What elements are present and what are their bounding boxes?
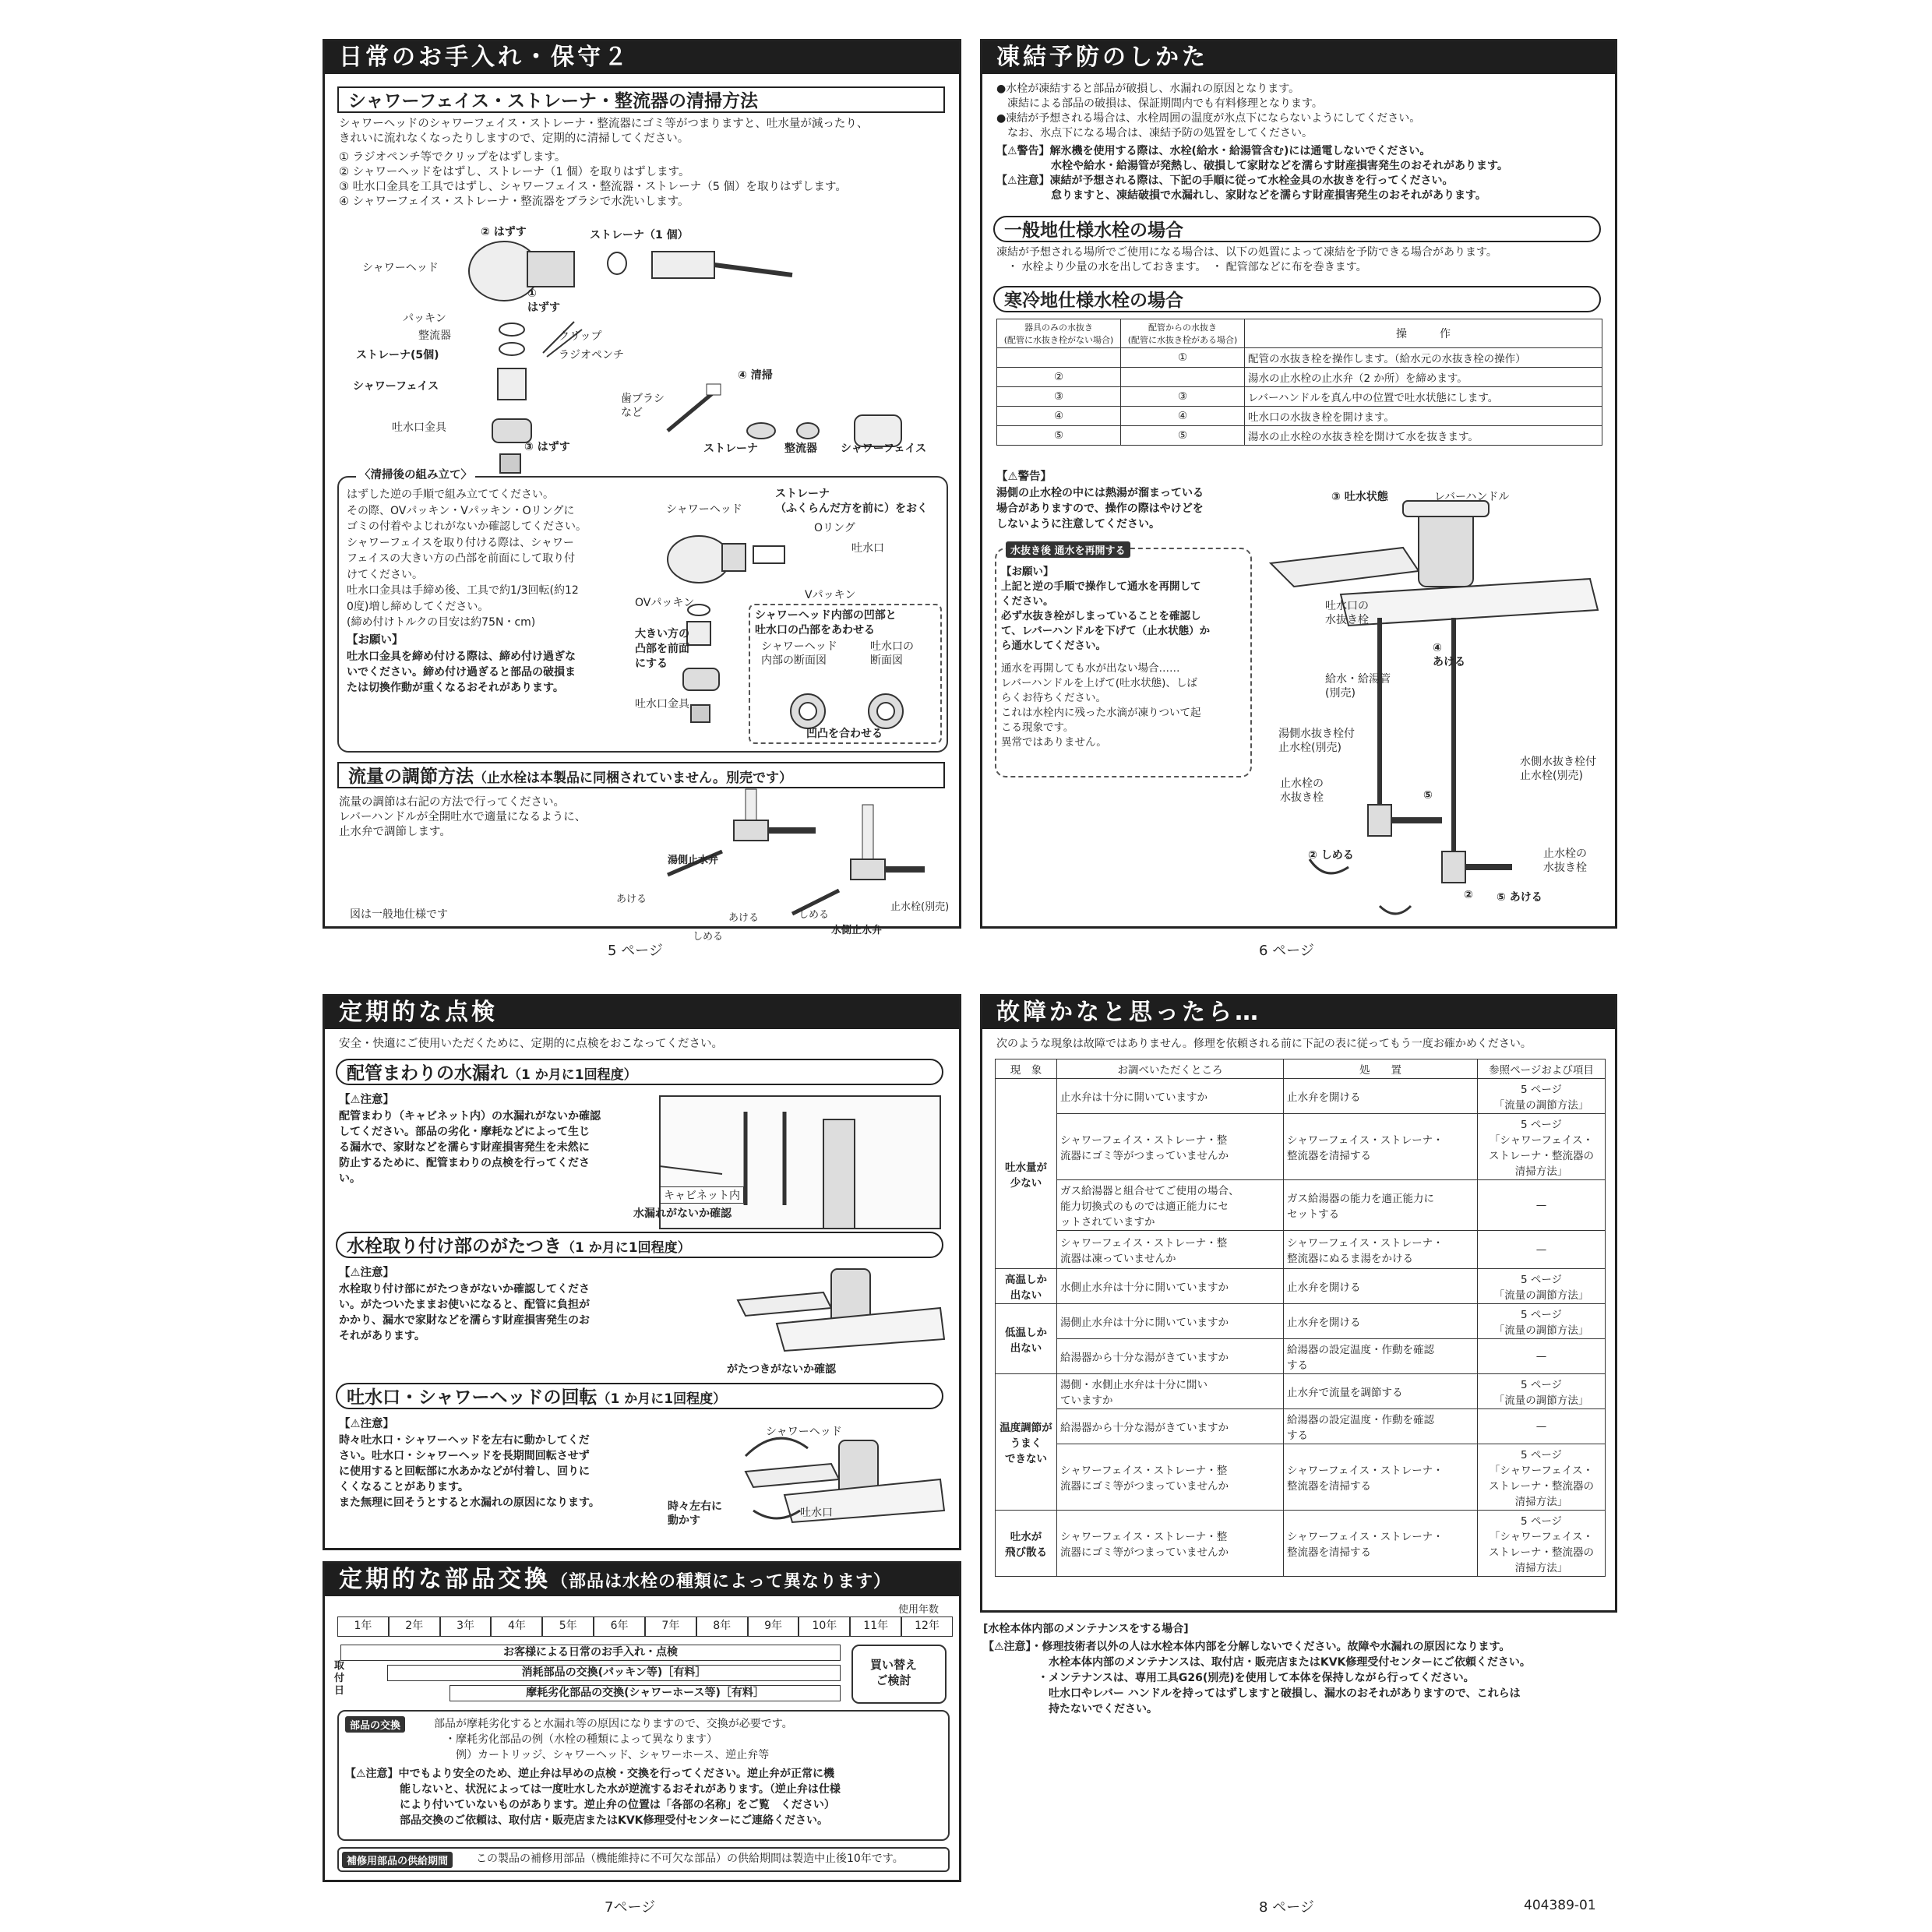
parts-caution: 【⚠注意】中でもより安全のため、逆止弁は早めの点検・交換を行ってください。逆止弁が正常に機 能しないと、状況によっては一度吐水した水が逆流するおそれがあります。（逆止弁は仕様 により付いていないものがあります。逆止弁の位置は「各部の名称」をご覧 ください） 部品交換のご依頼は、取付店・販売店またはKVK修理受付センターにご連絡ください。	[345, 1768, 841, 1827]
fig6-drain-mouth: 吐水口の 水抜き栓	[1325, 600, 1369, 626]
fig6-s2b: ②	[1464, 889, 1473, 901]
g0r2-check: ガス給湯器と組合せてご使用の場合、 能力切換式のものでは適正能力にセ ットされていますか	[1057, 1180, 1284, 1231]
replace-label: 買い替え ご検討	[870, 1658, 918, 1687]
page8-panel	[980, 994, 1617, 1613]
year-1: 1年	[337, 1616, 389, 1637]
fig2-strainer: ストレーナ （ふくらんだ方を前に）をおく	[775, 488, 928, 515]
supply-tag-wrap	[342, 1852, 453, 1868]
g3r2-check: シャワーフェイス・ストレーナ・整 流器にゴミ等がつまっていませんか	[1057, 1444, 1284, 1511]
fig1-c-seiryuki: 整流器	[784, 442, 817, 455]
symptom-splash: 吐水が 飛び散る	[996, 1511, 1057, 1577]
parts-title	[325, 1564, 959, 1596]
fig2-align: 凹凸を合わせる	[806, 728, 883, 740]
g2r1-check: 給湯器から十分な湯がきていますか	[1057, 1339, 1284, 1374]
g3r2-ref: 5 ページ 「シャワーフェイス・ ストレーナ・整流器の 清掃方法」	[1478, 1444, 1606, 1511]
g2r1-action: 給湯器の設定温度・作動を確認 する	[1284, 1339, 1478, 1374]
page8-title: 故障かなと思ったら…	[982, 996, 1615, 1029]
symptom-low-flow: 吐水量が 少ない	[996, 1079, 1057, 1269]
pipe-leak-title-text: 配管まわりの水漏れ	[347, 1063, 508, 1084]
fig6-hot-stop: 湯側水抜き栓付 止水栓(別売)	[1278, 728, 1355, 754]
years-label: 使用年数	[898, 1604, 940, 1616]
drain-r2c1: ②	[997, 368, 1121, 387]
cabinet-illustration	[652, 1088, 948, 1244]
install-date-label: 取 付 日	[334, 1660, 345, 1697]
assembly-request: 吐水口金具を締め付ける際は、締め付け過ぎな いでください。締め付け過ぎると部品の破損ま たは切換作動が重くなるおそれがあります。	[347, 650, 576, 694]
assembly-title: 〈清掃後の組み立て〉	[356, 468, 475, 483]
faucet-mount-illustration	[730, 1261, 948, 1355]
fig1-c-strainer: ストレーナ	[703, 442, 758, 455]
page5-number: 5 ページ	[608, 943, 663, 959]
year-2: 2年	[389, 1616, 440, 1637]
page6-number: 6 ページ	[1259, 943, 1314, 959]
th-ref: 参照ページおよび項目	[1478, 1059, 1606, 1079]
fig2-oring: Oリング	[814, 522, 855, 534]
fig1-packing: パッキン	[403, 312, 446, 325]
g3r1-action: 給湯器の設定温度・作動を確認 する	[1284, 1409, 1478, 1444]
g2r1-ref: —	[1478, 1339, 1606, 1374]
fig6-lever: レバーハンドル	[1434, 491, 1510, 503]
year-8: 8年	[696, 1616, 748, 1637]
rotation-shower-head: シャワーヘッド	[766, 1426, 842, 1438]
year-9: 9年	[748, 1616, 799, 1637]
fig3-shimeru2: しめる	[799, 909, 830, 921]
flow-section-note: （止水栓は本製品に同梱されていません。別売です）	[474, 770, 793, 786]
g3r1-ref: —	[1478, 1409, 1606, 1444]
supply-text: この製品の補修用部品（機能維持に不可欠な部品）の供給期間は製造中止後10年です。	[476, 1853, 904, 1865]
rotation-caution: 時々吐水口・シャワーヘッドを左右に動かしてくだ さい。吐水口・シャワーヘッドを長期間回転させず に使用すると回転部に水あかなどが付着し、回りに くくなることがあります。 また無理に回そうとすると水漏れの原因になります。	[339, 1434, 600, 1509]
page6-title: 凍結予防のしかた	[982, 41, 1615, 74]
fig2-big-side: 大きい方の 凸部を前面 にする	[635, 628, 689, 670]
drain-r2c3: 湯水の止水栓の止水弁（2 か所）を締めます。	[1245, 368, 1602, 387]
drain-r5c3: 湯水の止水栓の水抜き栓を開けて水を抜きます。	[1245, 426, 1602, 446]
mount-looseness-freq: （1 か月に1回程度）	[562, 1240, 691, 1256]
drain-r3c3: レバーハンドルを真ん中の位置で吐水状態にします。	[1245, 387, 1602, 407]
year-12: 12年	[901, 1616, 953, 1637]
troubleshoot-intro: 次のような現象は故障ではありません。修理を依頼される前に下記の表に従ってもう一度お確かめください。	[996, 1038, 1532, 1050]
rotation-freq: （1 か月に1回程度）	[597, 1391, 727, 1407]
fig1-strainer5: ストレーナ(5個)	[356, 349, 439, 361]
mount-caution: 水栓取り付け部にがたつきがないか確認してくださ い。がたついたままお使いになると、配管に負担が かかり、漏水で家財などを濡らす財産損害発生のお それがあります。	[339, 1283, 590, 1342]
g0r0-ref: 5 ページ 「流量の調節方法」	[1478, 1079, 1606, 1114]
cleaning-intro: シャワーヘッドのシャワーフェイス・ストレーナ・整流器にゴミ等がつまりますと、吐水量が減ったり、 きれいに流れなくなったりしますので、定期的に清掃してください。	[339, 118, 869, 145]
fig1-toothbrush: 歯ブラシ など	[621, 393, 665, 419]
g0r1-check: シャワーフェイス・ストレーナ・整 流器にゴミ等がつまっていませんか	[1057, 1114, 1284, 1180]
g3r0-action: 止水弁で流量を調節する	[1284, 1374, 1478, 1409]
general-spec-title: 一般地仕様水栓の場合	[993, 216, 1601, 242]
drain-r5c1: ⑤	[997, 426, 1121, 446]
parts-text: 部品が摩耗劣化すると水漏れ等の原因になりますので、交換が必要です。 ・摩耗劣化部品の例（水栓の種類によって異なります） 例）カートリッジ、シャワーヘッド、シャワーホース、逆止弁等	[434, 1718, 793, 1761]
freeze-intro: ●水栓が凍結すると部品が破損し、水漏れの原因となります。 凍結による部品の破損は、保証期間内でも有料修理となります。 ●凍結が予想される場合は、水栓周囲の温度が氷点下にならないようにしてください。 なお、氷点下になる場合は、凍結予防の処置をしてください。	[996, 83, 1421, 139]
drain-r1c1	[997, 348, 1121, 368]
g4r0-check: シャワーフェイス・ストレーナ・整 流器にゴミ等がつまっていませんか	[1057, 1511, 1284, 1577]
fig2-v-packing: Vパッキン	[805, 589, 856, 601]
drain-r2c2	[1121, 368, 1245, 387]
fig1-hazusu1: ① はずす	[527, 287, 560, 314]
symptom-cold-only: 低温しか 出ない	[996, 1304, 1057, 1374]
troubleshoot-table	[995, 1059, 1606, 1577]
drain-r4c3: 吐水口の水抜き栓を開けます。	[1245, 407, 1602, 426]
years-row	[337, 1616, 953, 1637]
fig6-s2a: ② しめる	[1308, 849, 1354, 862]
g1r0-action: 止水弁を開ける	[1284, 1269, 1478, 1304]
document-number: 404389-01	[1524, 1898, 1596, 1913]
g3r0-check: 湯側・水側止水弁は十分に開い ていますか	[1057, 1374, 1284, 1409]
g1r0-check: 水側止水弁は十分に開いていますか	[1057, 1269, 1284, 1304]
g1r0-ref: 5 ページ 「流量の調節方法」	[1478, 1269, 1606, 1304]
general-spec-text: 凍結が予想される場所でご使用になる場合は、以下の処置によって凍結を予防できる場合があります。 ・ 水栓より少量の水を出しておきます。 ・ 配管部などに布を巻きます。	[996, 246, 1497, 273]
g3r2-action: シャワーフェイス・ストレーナ・ 整流器を清掃する	[1284, 1444, 1478, 1511]
drain-table-h2: 配管からの水抜き (配管に水抜き栓がある場合)	[1121, 319, 1245, 348]
th-action: 処 置	[1284, 1059, 1478, 1079]
drain-r3c1: ③	[997, 387, 1121, 407]
assembly-request-title: 【お願い】	[347, 634, 404, 647]
year-7: 7年	[645, 1616, 696, 1637]
page5-title: 日常のお手入れ・保守２	[325, 41, 959, 74]
fig6-pipe: 給水・給湯管 (別売)	[1325, 673, 1391, 700]
pipe-caution-title: 【⚠注意】	[339, 1094, 394, 1106]
year-6: 6年	[594, 1616, 645, 1637]
looseness-check-label: がたつきがないか確認	[727, 1363, 836, 1376]
fig6-stop-drain2: 止水栓の 水抜き栓	[1543, 848, 1587, 874]
g0r1-action: シャワーフェイス・ストレーナ・ 整流器を清掃する	[1284, 1114, 1478, 1180]
maintenance-caution: 【⚠注意】・修理技術者以外の人は水栓本体内部を分解しないでください。故障や水漏れの原因になります。 水栓本体内部のメンテナンスは、取付店・販売店またはKVK修理受付センターにご依頼ください。 ・メンテナンスは、専用工具G26(別売)を使用して本体を保持しながら行ってください。 吐水口やレバー ハンドルを持ってはずしますと破損し、漏水のおそれがありますので、これらは 持たないでください。	[983, 1641, 1531, 1715]
page7-parts-panel	[323, 1561, 961, 1882]
fig1-strainer1: ストレーナ（1 個）	[590, 229, 689, 242]
fig2-ov-packing: OVパッキン	[635, 597, 695, 609]
fig2-section-mouth: 吐水口の 断面図	[870, 640, 914, 667]
drain-r1c3: 配管の水抜き栓を操作します。（給水元の水抜き栓の操作）	[1245, 348, 1602, 368]
g4r0-action: シャワーフェイス・ストレーナ・ 整流器を清掃する	[1284, 1511, 1478, 1577]
page7-inspection-panel	[323, 994, 961, 1550]
fig2-section-head: シャワーヘッド 内部の断面図	[761, 640, 837, 667]
fig6-s5b: ⑤ あける	[1497, 891, 1542, 904]
flow-section-title	[337, 762, 945, 788]
g2r0-action: 止水弁を開ける	[1284, 1304, 1478, 1339]
pipe-leak-freq: （1 か月に1回程度）	[508, 1067, 637, 1083]
g0r2-ref: —	[1478, 1180, 1606, 1231]
rotation-title	[336, 1383, 943, 1409]
fig3-cold-valve: 水側止水弁	[831, 925, 883, 936]
year-3: 3年	[440, 1616, 492, 1637]
flow-text: 流量の調節は右記の方法で行ってください。 レバーハンドルが全開吐水で適量になるように、 止水弁で調節します。	[339, 796, 587, 838]
fig3-stop-valve: 止水栓(別売)	[890, 901, 950, 913]
fig2-spout-fitting: 吐水口金具	[635, 698, 689, 710]
fig6-s5a: ⑤	[1423, 789, 1433, 802]
inspection-intro: 安全・快適にご使用いただくために、定期的に点検をおこなってください。	[339, 1038, 723, 1050]
mount-looseness-title-text: 水栓取り付け部のがたつき	[347, 1236, 562, 1257]
g0r0-action: 止水弁を開ける	[1284, 1079, 1478, 1114]
g2r0-check: 湯側止水弁は十分に開いていますか	[1057, 1304, 1284, 1339]
drain-r5c2: ⑤	[1121, 426, 1245, 446]
fig1-c-face: シャワーフェイス	[841, 442, 927, 455]
fig1-clean: ④ 清掃	[738, 369, 773, 382]
fig1-shower-face: シャワーフェイス	[353, 380, 439, 393]
fig1-hazusu3: ③ はずす	[524, 441, 570, 453]
fig1-seiryuki: 整流器	[418, 330, 451, 342]
cabinet-label: キャビネット内	[660, 1186, 744, 1204]
bar-daily-care: お客様による日常のお手入れ・点検	[340, 1645, 841, 1661]
year-5: 5年	[542, 1616, 594, 1637]
drain-table-h3: 操 作	[1245, 319, 1602, 348]
parts-tag: 部品の交換	[345, 1716, 405, 1733]
resume-request: 【お願い】 上記と逆の手順で操作して通水を再開して ください。 必ず水抜き栓がしまっていることを確認し て、レバーハンドルを下げて（止水状態）か ら通水してください。	[1001, 566, 1211, 652]
year-11: 11年	[850, 1616, 901, 1637]
g0r3-check: シャワーフェイス・ストレーナ・整 流器は凍っていませんか	[1057, 1231, 1284, 1269]
flow-section-title-text: 流量の調節方法	[348, 767, 474, 787]
drain-r4c1: ④	[997, 407, 1121, 426]
g0r2-action: ガス給湯器の能力を適正能力に セットする	[1284, 1180, 1478, 1231]
fig1-shower-head: シャワーヘッド	[362, 262, 439, 274]
fig6-stop-drain: 止水栓の 水抜き栓	[1280, 777, 1324, 804]
g0r3-ref: —	[1478, 1231, 1606, 1269]
drain-table	[996, 319, 1602, 446]
fig3-akeru2: あける	[728, 912, 760, 924]
page5-panel	[323, 39, 961, 943]
drain-r1c2: ①	[1121, 348, 1245, 368]
resume-note: 通水を再開しても水が出ない場合…… レバーハンドルを上げて(吐水状態)、しば らくお待ちください。 これは水栓内に残った水滴が凍りついて起 こる現象です。 異常ではありません。	[1001, 662, 1201, 749]
drain-r4c2: ④	[1121, 407, 1245, 426]
bar-consumable: 消耗部品の交換(パッキン等)［有料］	[387, 1665, 841, 1681]
drain-r3c2: ③	[1121, 387, 1245, 407]
rotation-move: 時々左右に 動かす	[668, 1500, 722, 1527]
page6-panel	[980, 39, 1617, 929]
freeze-warning: 【⚠警告】解氷機を使用する際は、水栓(給水・給湯管含む)には通電しないでください。 水栓や給水・給湯管が発熱し、破損して家財などを濡らす財産損害発生のおそれがあります。 【⚠注意】凍結が予想される際は、下記の手順に従って水栓金具の水抜きを行ってください。 怠りますと、凍結破損で水漏れし、家財などを濡らす財産損害発生のおそれがあります。	[996, 145, 1508, 202]
hot-warning-title: 【⚠警告】	[996, 471, 1052, 483]
maintenance-title: [水栓本体内部のメンテナンスをする場合]	[983, 1623, 1189, 1635]
rotation-spout: 吐水口	[800, 1507, 833, 1519]
fig1-spout-fitting: 吐水口金具	[392, 421, 446, 434]
parts-tag-wrap	[345, 1716, 405, 1733]
leak-check-label: 水漏れがないか確認	[633, 1208, 732, 1220]
pipe-leak-title	[336, 1059, 943, 1085]
rotation-title-text: 吐水口・シャワーヘッドの回転	[347, 1387, 598, 1408]
fig6-s3: ③ 吐水状態	[1331, 491, 1388, 503]
rotation-caution-title: 【⚠注意】	[339, 1418, 394, 1430]
fig6-cold-stop: 水側水抜き栓付 止水栓(別売)	[1520, 756, 1596, 782]
drain-table-h1: 器具のみの水抜き (配管に水抜き栓がない場合)	[997, 319, 1121, 348]
parts-title-note: （部品は水栓の種類によって異なります）	[551, 1572, 892, 1592]
g0r3-action: シャワーフェイス・ストレーナ・ 整流器にぬるま湯をかける	[1284, 1231, 1478, 1269]
mount-looseness-title	[336, 1232, 943, 1258]
fig3-akeru1: あける	[616, 894, 647, 905]
fig1-clip: クリップ	[559, 330, 602, 343]
cold-spec-title: 寒冷地仕様水栓の場合	[993, 286, 1601, 312]
g2r0-ref: 5 ページ 「流量の調節方法」	[1478, 1304, 1606, 1339]
bar-wear: 摩耗劣化部品の交換(シャワーホース等)［有料］	[450, 1685, 841, 1701]
fig3-hot-valve: 湯側止水弁	[668, 855, 719, 866]
fig1-radio-pliers: ラジオペンチ	[559, 349, 624, 361]
assembly-text: はずした逆の手順で組み立ててください。 その際、OVパッキン・Vパッキン・Oリングに ゴミの付着やよじれがないか確認してください。 シャワーフェイスを取り付ける際は、シャワー フェイスの大きい方の凸部を前面にして取り付 けてください。 吐水口金具は手締め後、工具で約1/3回転(約12 0度)増し締めしてください。 (締め付けトルクの目安は約75N・cm)	[347, 488, 587, 629]
year-4: 4年	[491, 1616, 542, 1637]
fig2-spout: 吐水口	[851, 542, 884, 555]
fig1-hazusu2: ② はずす	[481, 226, 527, 238]
resume-tag: 水抜き後 通水を再開する	[1006, 541, 1130, 558]
g3r0-ref: 5 ページ 「流量の調節方法」	[1478, 1374, 1606, 1409]
parts-title-text: 定期的な部品交換	[339, 1566, 551, 1593]
hot-warning: 湯側の止水栓の中には熱湯が溜まっている 場合がありますので、操作の際はやけどを しないように注意してください。	[996, 487, 1204, 531]
pipe-caution: 配管まわり（キャビネット内）の水漏れがないか確認 してください。部品の劣化・摩耗などによって生じ る漏水で、家財などを濡らす財産損害発生を未然に 防止するために、配管まわりの点検を行ってくださ い。	[339, 1110, 601, 1185]
cleaning-section-title: シャワーフェイス・ストレーナ・整流器の清掃方法	[337, 86, 945, 113]
year-10: 10年	[799, 1616, 850, 1637]
g4r0-ref: 5 ページ 「シャワーフェイス・ ストレーナ・整流器の 清掃方法」	[1478, 1511, 1606, 1577]
fig2-shower-head: シャワーヘッド	[666, 503, 742, 516]
symptom-hot-only: 高温しか 出ない	[996, 1269, 1057, 1304]
th-symptom: 現 象	[996, 1059, 1057, 1079]
mount-caution-title: 【⚠注意】	[339, 1267, 394, 1279]
symptom-temp-control: 温度調節が うまく できない	[996, 1374, 1057, 1511]
fig2-match-title: シャワーヘッド内部の凹部と 吐水口の凸部をあわせる	[755, 609, 897, 636]
fig3-shimeru1: しめる	[693, 931, 724, 943]
page7-title: 定期的な点検	[325, 996, 959, 1029]
fig6-s4: ④ あける	[1433, 642, 1465, 668]
page8-number: 8 ページ	[1259, 1899, 1314, 1916]
page7-number: 7ページ	[605, 1899, 656, 1916]
g0r0-check: 止水弁は十分に開いていますか	[1057, 1079, 1284, 1114]
general-spec-note: 図は一般地仕様です	[350, 908, 448, 921]
cleaning-steps: ① ラジオペンチ等でクリップをはずします。 ② シャワーヘッドをはずし、ストレーナ（1 個）を取りはずします。 ③ 吐水口金具を工具ではずし、シャワーフェイス・整流器・ストレーナ（5 個）を取りはずします。 ④ シャワーフェイス・ストレーナ・整流器をブラシで水洗いします。	[339, 151, 847, 208]
supply-tag: 補修用部品の供給期間	[342, 1852, 453, 1868]
g3r1-check: 給湯器から十分な湯がきていますか	[1057, 1409, 1284, 1444]
g0r1-ref: 5 ページ 「シャワーフェイス・ ストレーナ・整流器の 清掃方法」	[1478, 1114, 1606, 1180]
resume-tag-wrap	[1006, 541, 1130, 558]
th-check: お調べいただくところ	[1057, 1059, 1284, 1079]
